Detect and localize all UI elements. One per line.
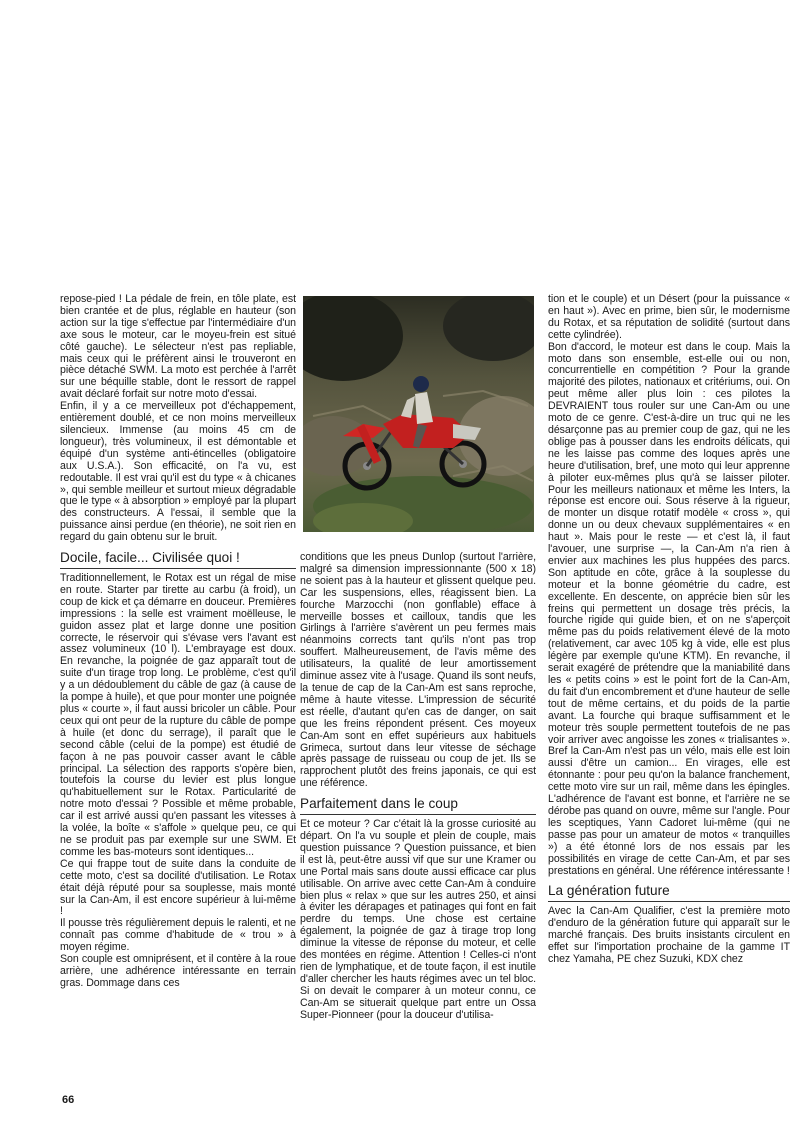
paragraph: Son couple est omniprésent, et il contère à la roue arrière, une adhérence intéressante en terrain gras. Dommage dans ces	[60, 953, 296, 989]
column-middle	[300, 552, 536, 1022]
paragraph: Bon d'accord, le moteur est dans le coup. Mais la moto dans son ensemble, est-elle oui ou non, concurrentielle en compétition ? Pour la grande majorité des pilotes, nationaux et critériums, oui. On peut même aller plus loin : ces pilotes la DEVRAIENT tous rouler sur une Can-Am ou une moto de ce genre. C'est-à-dire un truc qui ne les désarçonne pas au premier coup de gaz, qui ne les oblige pas à pousser dans les endroits délicats, qui ne les laisse pas comme des loques après une heure d'utilisation, bref, une moto qui leur apprenne à piloter eux-mêmes plus qu'à se laisser piloter. Pour les meilleurs nationaux et même les Inters, la réponse est encore oui. Sous réserve à la rigueur, de monter un disque rotatif modèle « cross », qui donne un ou deux chevaux supplémentaires « en haut ». Mais pour le reste — et c'est là, il faut l'avouer, une surprise —, la Can-Am n'a rien à envier aux machines les plus huppées des parcs. Son aptitude en côte, grâce à la souplesse du moteur et la bonne géométrie du cadre, est excellente. En descente, on apprécie bien sûr les freins qui permettent un dosage très précis, la fourche rigide qui guide bien, et on ne s'aperçoit même pas du poids relativement élevé de la moto (relativement, car avec 105 kg à vide, elle est plus légère par exemple qu'une KTM). En revanche, il serait exagéré de prétendre que la maniabilité dans les « petits coins » est le point fort de la Can-Am, du fait d'un encombrement et d'une hauteur de selle tout de même certains, et du poids de la partie avant. La fourche qui braque suffisamment et le moteur très souple permettent toutefois de ne pas voir arriver avec angoisse les zones « trialisantes ». Bref la Can-Am n'est pas un vélo, mais elle est loin aussi d'être un camion... En virages, elle est étonnante : pour peu qu'on la balance franchement, cette moto vire sur un rail, même dans les épingles. L'adhérence de l'avant est bonne, et l'arrière ne se dérobe pas quand on ouvre, même sur l'angle. Pour les sceptiques, Yann Cadoret lui-même (qui ne passe pas pour un amateur de motos « tranquilles ») a été étonné lors de nos essais par les possibilités en virage de cette Can-Am, et par ses prestations en général. Une référence intéressante !	[548, 340, 790, 877]
section-heading: Docile, facile... Civilisée quoi !	[60, 550, 296, 569]
paragraph: Ce qui frappe tout de suite dans la conduite de cette moto, c'est sa docilité d'utilisation. Le Rotax était déjà réputé pour sa souplesse, mais monté sur la Can-Am, il est encore supérieur à lui-même !	[60, 857, 296, 918]
section-heading: La génération future	[548, 883, 790, 902]
paragraph: Avec la Can-Am Qualifier, c'est la première moto d'enduro de la génération future qui apparaît sur le marché français. Des bruits insistants circulent en effet sur l'importation prochaine de la gamme IT chez Yamaha, PE chez Suzuki, KDX chez	[548, 905, 790, 966]
motorcycle-photo	[303, 296, 534, 532]
column-left	[60, 294, 296, 990]
column-right	[548, 294, 790, 966]
paragraph: conditions que les pneus Dunlop (surtout l'arrière, malgré sa dimension impressionnante (500 x 18) ne soient pas à la hauteur et glissent quelque peu. Car les suspensions, elles, réagissent bien. La fourche Marzocchi (non gonflable) efface à merveille bosses et cailloux, tandis que les Girlings à l'arrière s'avèrent un peu fermes mais néanmoins corrects tant qu'ils n'ont pas trop souffert. Malheureusement, de l'avis même des utilisateurs, la qualité de leur amortissement diminue assez vite à l'usage. Quand ils sont neufs, la tenue de cap de la Can-Am est sans reproche, même à haute vitesse. L'impression de sécurité est réelle, d'autant qu'en cas de danger, on sait que les freins répondent présent. Ces moyeux Can-Am sont en effet supérieurs aux habituels Grimeca, surtout dans leur vitesse de séchage après passage de ruisseau ou coup de jet. Ils se rapprochent plutôt des freins japonais, ce qui est une référence.	[300, 551, 536, 790]
paragraph: Enfin, il y a ce merveilleux pot d'échappement, entièrement doublé, et ce non moins merveilleux silencieux. Immense (au moins 45 cm de longueur), très volumineux, il est démontable et équipé d'un système anti-étincelles (obligatoire aux U.S.A.). Son efficacité, on l'a vu, est redoutable. Il est vrai qu'il est du type « à chicanes », qui semble meilleur et surtout mieux dégradable que le type « à absorption » employé par la plupart des constructeurs. A l'essai, il semble que la puissance ainsi perdue (en théorie), ne soit rien en regard du gain obtenu sur le bruit.	[60, 400, 296, 544]
paragraph: Traditionnellement, le Rotax est un régal de mise en route. Starter par tirette au carbu (à froid), un coup de kick et ça démarre en douceur. Premières impressions : la selle est vraiment moëlleuse, le guidon assez plat et large donne une position correcte, le réservoir qui s'évase vers l'avant est assez volumineux (10 l). L'embrayage est doux. En revanche, la poignée de gaz apparaît tout de suite d'un tirage trop long. Le problème, c'est qu'il y a un dédoublement du câble de gaz (à cause de la pompe à huile), et que pour monter une poignée plus « courte », il faut aussi bricoler un câble. Pour ceux qui ont peur de la rupture du câble de pompe à huile (et donc du serrage), il paraît que le second câble (celui de la pompe) est étudié de façon à ne pas pouvoir casser avant le câble principal. La sélection des rapports s'opère bien, toutefois la course du levier est plus longue qu'habituellement sur le Rotax. Particularité de notre moto d'essai ? Possible et même probable, car il est arrivé aussi qu'en passant les vitesses à la volée, la boîte « s'affole » quelque peu, ce qui ne se produit pas par exemple sur une SWM. Et comme les bas-moteurs sont identiques...	[60, 572, 296, 858]
photo-image	[303, 296, 534, 532]
paragraph: tion et le couple) et un Désert (pour la puissance « en haut »). Avec en prime, bien sûr, le modernisme du Rotax, et sa réputation de solidité (surtout dans cette cylindrée).	[548, 293, 790, 341]
page-number: 66	[62, 1094, 75, 1106]
paragraph: Et ce moteur ? Car c'était là la grosse curiosité au départ. On l'a vu souple et plein de couple, mais question puissance ? Question puissance, et bien il est là, peut-être aussi vif que sur une Kramer ou une Portal mais sans doute aussi efficace car plus utilisable. On arrive avec cette Can-Am à conduire bien plus « relax » que sur les autres 250, et ainsi à éviter les dérapages et patinages qui font en fait perdre du temps. Une chose est certaine également, la poignée de gaz à tirage trop long diminue la vitesse de réponse du moteur, et celle des montées en régime. Attention ! Celles-ci n'ont rien de lymphatique, et de toute façon, il est inutile d'aller chercher les hauts régimes avec un tel bloc. Si on devait le comparer à un moteur connu, ce Can-Am se situerait quelque part entre un Ossa Super-Pionneer (pour la douceur d'utilisa-	[300, 818, 536, 1021]
paragraph: Il pousse très régulièrement depuis le ralenti, et ne connaît pas comme d'habitude de « trou » à moyen régime.	[60, 917, 296, 954]
section-heading: Parfaitement dans le coup	[300, 796, 536, 815]
paragraph: repose-pied ! La pédale de frein, en tôle plate, est bien crantée et de plus, réglable en hauteur (son action sur la tige s'effectue par l'intermédiaire d'un axe sous le moteur, car le moyeu-frein est situé côté gauche). Le sélecteur n'est pas repliable, mais ceux qui le préfèrent ainsi le trouveront en pièce détaché SWM. La moto est perchée à l'arrêt sur une béquille stable, dont le ressort de rappel avait déclaré forfait sur notre moto d'essai.	[60, 293, 296, 401]
